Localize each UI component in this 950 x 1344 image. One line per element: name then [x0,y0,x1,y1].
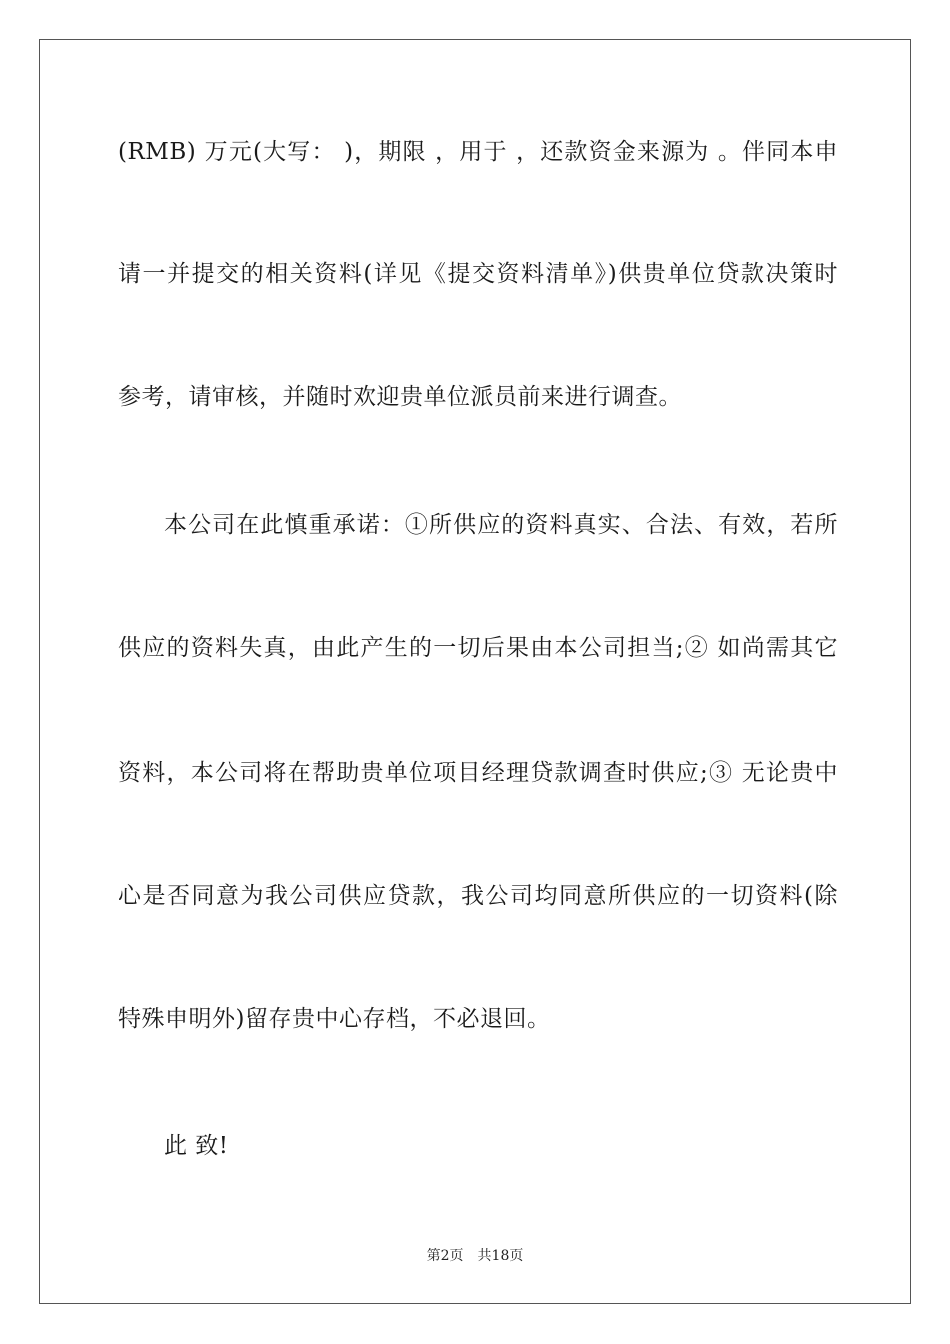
body-line-1: (RMB) 万元(大写： )，期限 ，用于 ，还款资金来源为 。伴同本申 [118,139,838,165]
body-line-7: 心是否同意为我公司供应贷款，我公司均同意所供应的一切资料(除 [118,883,838,909]
page-number-footer: 第2页 共18页 [426,1248,524,1264]
body-line-5: 供应的资料失真，由此产生的一切后果由本公司担当;② 如尚需其它 [118,635,838,661]
body-line-2: 请一并提交的相关资料(详见《提交资料清单》)供贵单位贷款决策时 [118,261,838,287]
page-border [39,39,911,1304]
closing-salutation: 此 致! [164,1133,229,1159]
body-line-6: 资料，本公司将在帮助贵单位项目经理贷款调查时供应;③ 无论贵中 [118,760,838,786]
body-line-8: 特殊申明外)留存贵中心存档，不必退回。 [118,1006,551,1032]
body-line-3: 参考，请审核，并随时欢迎贵单位派员前来进行调查。 [118,384,682,410]
body-line-4: 本公司在此慎重承诺：①所供应的资料真实、合法、有效，若所 [164,512,838,538]
